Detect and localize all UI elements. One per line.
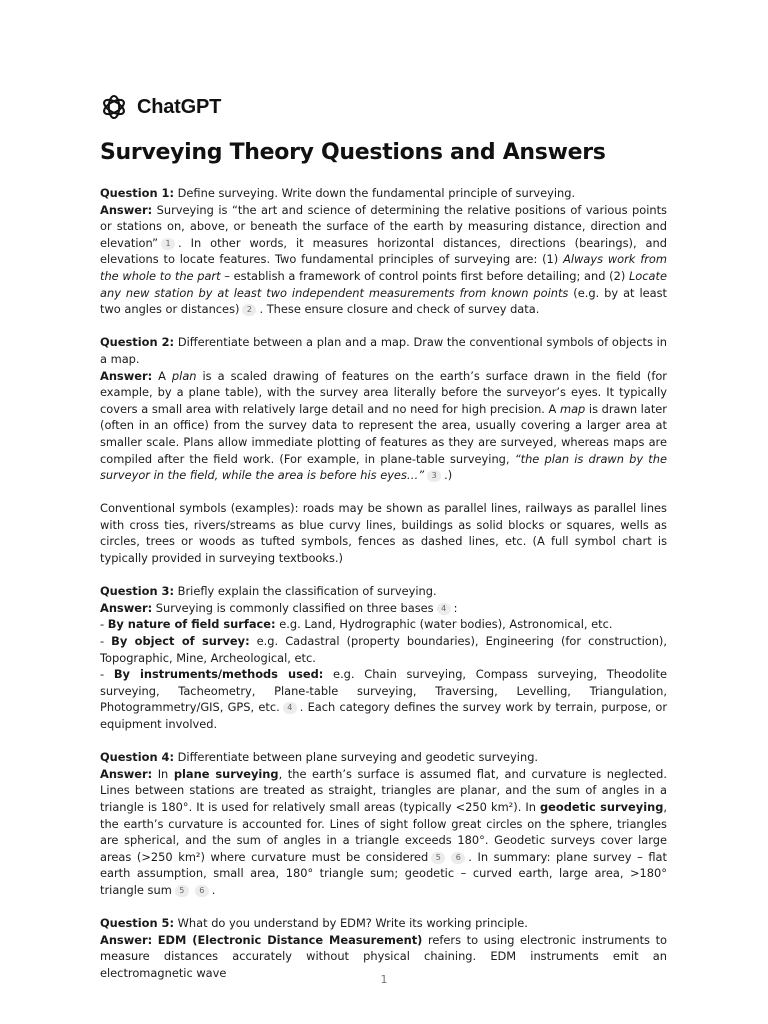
citation-badge[interactable]: 6 — [195, 885, 209, 897]
question-1: Question 1: Define surveying. Write down the fundamental principle of surveying. — [100, 186, 576, 200]
answer-2: Answer: A plan is a scaled drawing of features on the earth’s surface drawn in the field (for example, by a plane table), with the survey area literally before the surveyor’s eyes. It typically covers a small area with relatively large detail and no need for high precision. A map is drawn later (often in an office) from the survey data to represent the area, usually covering a larger area at smaller scale. Plans allow immediate plotting of features as they are surveyed, whereas maps are compiled after the field work. (For example, in plane-table surveying, “the plan is drawn by the surveyor in the field, while the area is before his eyes…” 3 .) — [100, 368, 667, 483]
citation-badge[interactable]: 4 — [437, 603, 451, 615]
document-body — [100, 185, 667, 982]
citation-badge[interactable]: 3 — [427, 470, 441, 482]
page-number: 1 — [380, 973, 388, 986]
question-5: Question 5: What do you understand by EDM? Write its working principle. — [100, 916, 528, 931]
question-3: Question 3: Briefly explain the classification of surveying. — [100, 584, 437, 599]
answer-3: Answer: Surveying is commonly classified on three bases 4 : — [100, 600, 458, 615]
openai-knot-icon — [100, 93, 128, 121]
conventional-symbols-paragraph: Conventional symbols (examples): roads may be shown as parallel lines, railways as parallel lines with cross ties, rivers/streams as blue curvy lines, buildings as solid blocks or squares, wells as circles, trees or woods as tufted symbols, fences as dashed lines, etc. (A full symbol chart is typically provided in surveying textbooks.) — [100, 501, 667, 566]
citation-badge[interactable]: 6 — [451, 852, 465, 864]
question-2: Question 2: Differentiate between a plan and a map. Draw the conventional symbols of objects in a map. — [100, 335, 667, 366]
document-title: Surveying Theory Questions and Answers — [100, 140, 606, 165]
citation-badge[interactable]: 4 — [283, 702, 297, 714]
classification-item-object: - By object of survey: e.g. Cadastral (property boundaries), Engineering (for construction), Topographic, Mine, Archeological, etc. — [100, 634, 667, 665]
brand-name: ChatGPT — [137, 95, 222, 118]
classification-item-field-surface: - By nature of field surface: e.g. Land, Hydrographic (water bodies), Astronomical, etc. — [100, 617, 613, 632]
answer-5: Answer: EDM (Electronic Distance Measurement) refers to using electronic instruments to measure distances accurately without physical chaining. EDM instruments emit an electromagnetic wave — [100, 932, 668, 980]
citation-badge[interactable]: 5 — [431, 852, 445, 864]
citation-badge[interactable]: 1 — [161, 238, 175, 250]
answer-4: Answer: In plane surveying, the earth’s surface is assumed flat, and curvature is neglected. Lines between stations are treated as straight, triangles are planar, and the sum of angles in a triangle is 180°. It is used for relatively small areas (typically <250 km²). In geodetic surveying, the earth’s curvature is accounted for. Lines of sight follow great circles on the sphere, triangles are spherical, and the sum of angles in a triangle exceeds 180°. Geodetic surveys cover large areas (>250 km²) where curvature must be considered 5 6 . In summary: plane survey – flat earth assumption, small area, 180° triangle sum; geodetic – curved earth, large area, >180° triangle sum 5 6 . — [100, 766, 667, 897]
chatgpt-logo — [100, 93, 221, 121]
citation-badge[interactable]: 2 — [242, 304, 256, 316]
citation-badge[interactable]: 5 — [175, 885, 189, 897]
answer-1: Answer: Surveying is “the art and science of determining the relative positions of various points or stations on, above, or beneath the surface of the earth by measuring distance, direction and elevation” 1 . In other words, it measures horizontal distances, directions (bearings), and elevations to locate features. Two fundamental principles of surveying are: (1) Always work from the whole to the part – establish a framework of control points first before detailing; and (2) Locate any new station by at least two independent measurements from known points (e.g. by at least two angles or distances) 2 . These ensure closure and check of survey data. — [100, 202, 667, 317]
question-4: Question 4: Differentiate between plane surveying and geodetic surveying. — [100, 750, 539, 765]
classification-item-instruments: - By instruments/methods used: e.g. Chain surveying, Compass surveying, Theodolite surveying, Tacheometry, Plane-table surveying, Traversing, Levelling, Triangulation, Photogrammetry/GIS, GPS, etc. 4 . Each category defines the survey work by terrain, purpose, or equipment involved. — [100, 667, 668, 731]
